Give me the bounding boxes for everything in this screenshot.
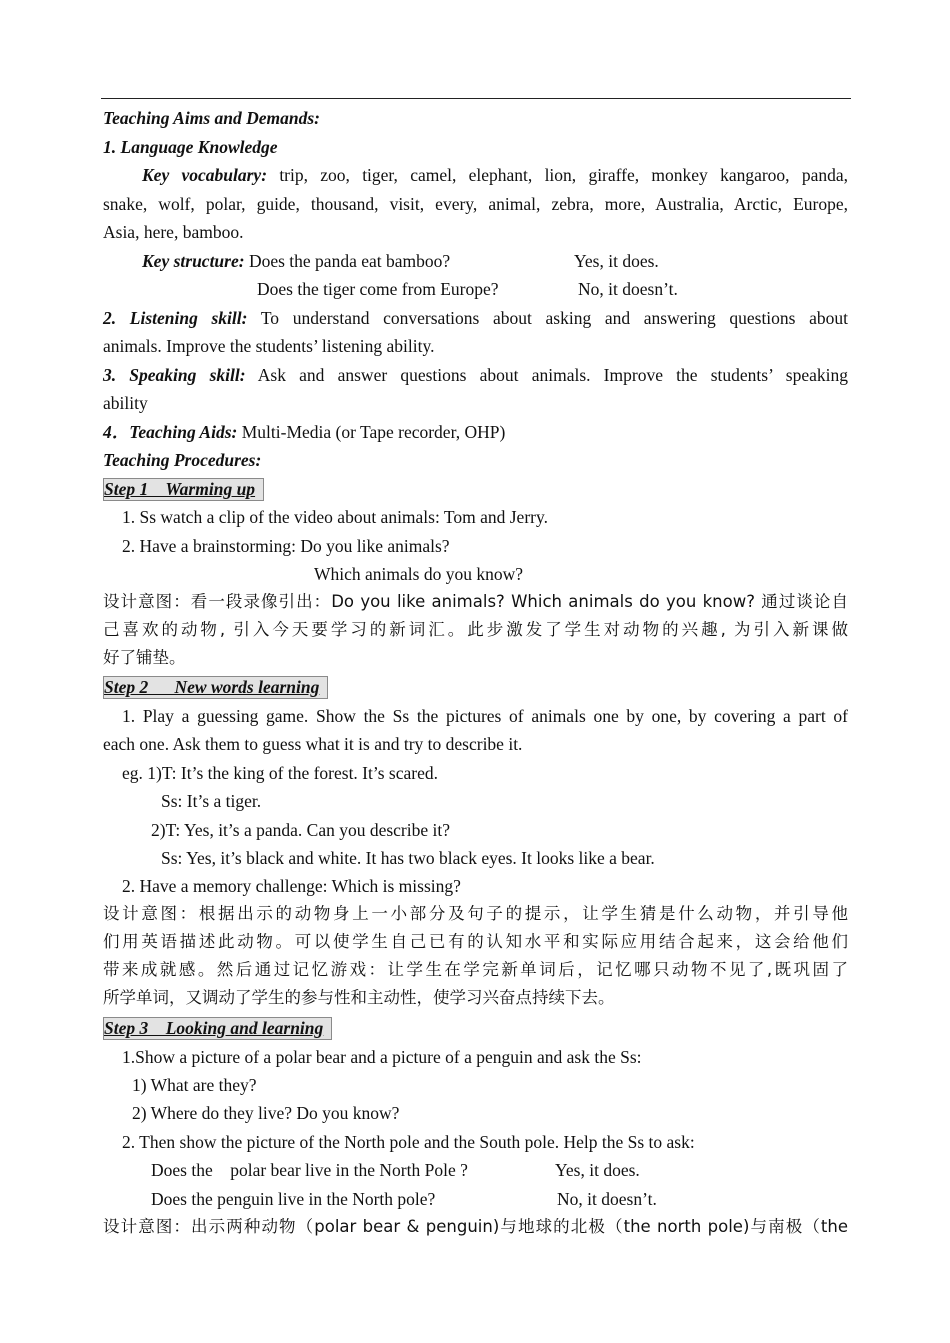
language-knowledge-heading: 1. Language Knowledge [103,137,278,157]
step3-dialogue-q1: Does the polar bear live in the North Pole ? [151,1160,468,1180]
listening-line-1: 2. Listening skill: To understand conversations about asking and answering questions about [103,308,849,328]
step2-example-1: eg. 1)T: It’s the king of the forest. It’s scared. [122,763,438,783]
structure-label: Key structure: [142,251,245,271]
step3-question-1: 1) What are they? [132,1075,257,1095]
step3-note-1: 设计意图：出示两种动物（polar bear & penguin)与地球的北极（the north pole)与南极（the [103,1217,848,1236]
step3-title: Step 3 Looking and learning [103,1017,332,1040]
step2-example-2: 2)T: Yes, it’s a panda. Can you describe it? [151,820,451,840]
speaking-label: 3. Speaking skill: [103,365,246,385]
step1-heading-row [103,477,848,501]
speaking-line-2: ability [103,393,148,413]
step3-question-2: 2) Where do they live? Do you know? [132,1103,400,1123]
step1-note-3: 好了铺垫。 [103,648,186,667]
step2-note-4: 所学单词，又调动了学生的参与性和主动性，使学习兴奋点持续下去。 [103,988,615,1007]
step2-note-2: 们用英语描述此动物。可以使学生自己已有的认知水平和实际应用结合起来，这会给他们 [103,932,848,951]
step2-item-1-cont: each one. Ask them to guess what it is and try to describe it. [103,734,523,754]
step3-dialogue-a2: No, it doesn’t. [557,1189,657,1209]
vocab-line-3: Asia, here, bamboo. [103,222,244,242]
structure-answer-1: Yes, it does. [574,251,659,271]
step1-note-2: 己喜欢的动物, 引入今天要学习的新词汇。此步激发了学生对动物的兴趣, 为引入新课做 [103,620,848,639]
step2-note-3: 带来成就感。然后通过记忆游戏：让学生在学完新单词后，记忆哪只动物不见了,既巩固了 [103,960,848,979]
header-rule [101,98,851,99]
structure-line-1: Key structure: Does the panda eat bamboo? [142,251,451,271]
listening-label: 2. Listening skill: [103,308,248,328]
aims-heading: Teaching Aims and Demands: [103,108,320,128]
step1-item-3: Which animals do you know? [314,564,523,584]
step2-note-1: 设计意图：根据出示的动物身上一小部分及句子的提示，让学生猜是什么动物，并引导他 [103,904,848,923]
step3-heading-row [103,1016,848,1040]
step3-item-2: 2. Then show the picture of the North pole and the South pole. Help the Ss to ask: [122,1132,695,1152]
speaking-line-1: 3. Speaking skill: Ask and answer questions about animals. Improve the students’ speaking [103,365,848,385]
procedures-heading: Teaching Procedures: [103,450,262,470]
step2-heading-row [103,675,848,699]
step2-example-2-answer: Ss: Yes, it’s black and white. It has two black eyes. It looks like a bear. [161,848,655,868]
structure-line-2: Does the tiger come from Europe? [257,279,499,299]
structure-answer-2: No, it doesn’t. [578,279,678,299]
step1-title: Step 1 Warming up [103,478,264,501]
step1-item-1: 1. Ss watch a clip of the video about animals: Tom and Jerry. [122,507,548,527]
step3-item-1: 1.Show a picture of a polar bear and a picture of a penguin and ask the Ss: [122,1047,642,1067]
aids-label: 4．Teaching Aids: [103,422,238,442]
aids-line: 4．Teaching Aids: Multi-Media (or Tape recorder, OHP) [103,422,506,442]
step3-dialogue-q2: Does the penguin live in the North pole? [151,1189,436,1209]
vocab-line-1: Key vocabulary: trip, zoo, tiger, camel, elephant, lion, giraffe, monkey kangaroo, panda, [142,165,848,185]
step1-item-2: 2. Have a brainstorming: Do you like animals? [122,536,450,556]
vocab-line-2: snake, wolf, polar, guide, thousand, visit, every, animal, zebra, more, Australia, Arctic, Europe, [103,194,848,214]
vocab-label: Key vocabulary: [142,165,268,185]
step2-example-1-answer: Ss: It’s a tiger. [161,791,262,811]
step1-note-1: 设计意图：看一段录像引出：Do you like animals? Which animals do you know? 通过谈论自 [103,592,848,611]
step2-item-1: 1. Play a guessing game. Show the Ss the pictures of animals one by one, by covering a part of [122,706,848,726]
step3-dialogue-a1: Yes, it does. [555,1160,640,1180]
step2-title: Step 2 New words learning [103,676,328,699]
listening-line-2: animals. Improve the students’ listening ability. [103,336,435,356]
step2-item-2: 2. Have a memory challenge: Which is missing? [122,876,461,896]
